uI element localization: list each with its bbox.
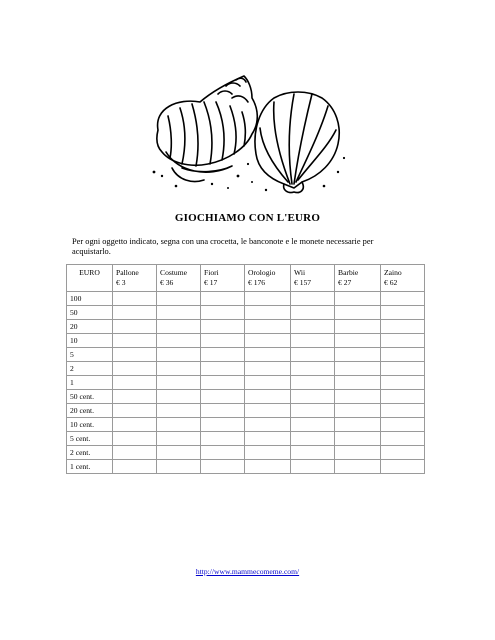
- checkbox-cell[interactable]: [291, 320, 335, 334]
- checkbox-cell[interactable]: [201, 320, 245, 334]
- checkbox-cell[interactable]: [201, 460, 245, 474]
- denomination-label: 5: [67, 348, 113, 362]
- checkbox-cell[interactable]: [157, 446, 201, 460]
- item-column-header: [113, 265, 157, 292]
- checkbox-cell[interactable]: [157, 460, 201, 474]
- checkbox-cell[interactable]: [291, 418, 335, 432]
- item-column-header: [291, 265, 335, 292]
- checkbox-cell[interactable]: [113, 432, 157, 446]
- checkbox-cell[interactable]: [201, 390, 245, 404]
- checkbox-cell[interactable]: [245, 334, 291, 348]
- checkbox-cell[interactable]: [245, 362, 291, 376]
- checkbox-cell[interactable]: [291, 446, 335, 460]
- table-row: [67, 418, 425, 432]
- checkbox-cell[interactable]: [201, 292, 245, 306]
- checkbox-cell[interactable]: [335, 362, 381, 376]
- checkbox-cell[interactable]: [113, 306, 157, 320]
- checkbox-cell[interactable]: [201, 334, 245, 348]
- item-name: Barbie: [338, 268, 359, 277]
- item-column-header: [381, 265, 425, 292]
- checkbox-cell[interactable]: [245, 292, 291, 306]
- checkbox-cell[interactable]: [381, 292, 425, 306]
- checkbox-cell[interactable]: [335, 446, 381, 460]
- denomination-label: 10: [67, 334, 113, 348]
- checkbox-cell[interactable]: [157, 390, 201, 404]
- instructions-text: Per ogni oggetto indicato, segna con una crocetta, le banconote e le monete necessarie per acquistarlo.: [72, 237, 374, 256]
- checkbox-cell[interactable]: [245, 460, 291, 474]
- checkbox-cell[interactable]: [381, 446, 425, 460]
- checkbox-cell[interactable]: [335, 460, 381, 474]
- checkbox-cell[interactable]: [201, 432, 245, 446]
- checkbox-cell[interactable]: [381, 320, 425, 334]
- denomination-label: 20 cent.: [67, 404, 113, 418]
- table-row: [67, 390, 425, 404]
- table-row: [67, 292, 425, 306]
- table-row: [67, 306, 425, 320]
- checkbox-cell[interactable]: [113, 348, 157, 362]
- checkbox-cell[interactable]: [381, 418, 425, 432]
- checkbox-cell[interactable]: [245, 320, 291, 334]
- checkbox-cell[interactable]: [245, 348, 291, 362]
- checkbox-cell[interactable]: [245, 404, 291, 418]
- item-column-header: [335, 265, 381, 292]
- denomination-label: 20: [67, 320, 113, 334]
- denomination-label: 50 cent.: [67, 390, 113, 404]
- denomination-label: 5 cent.: [67, 432, 113, 446]
- page-title: GIOCHIAMO CON L'EURO: [174, 212, 321, 224]
- checkbox-cell[interactable]: [381, 404, 425, 418]
- item-price: € 176: [248, 278, 266, 287]
- checkbox-cell[interactable]: [335, 404, 381, 418]
- checkbox-cell[interactable]: [291, 362, 335, 376]
- checkbox-cell[interactable]: [381, 306, 425, 320]
- euro-column-header: EURO: [67, 265, 113, 292]
- item-name: Costume: [160, 268, 188, 277]
- checkbox-cell[interactable]: [201, 376, 245, 390]
- item-name: Pallone: [116, 268, 139, 277]
- denomination-label: 100: [67, 292, 113, 306]
- checkbox-cell[interactable]: [157, 292, 201, 306]
- checkbox-cell[interactable]: [245, 306, 291, 320]
- checkbox-cell[interactable]: [291, 292, 335, 306]
- checkbox-cell[interactable]: [381, 390, 425, 404]
- denomination-label: 10 cent.: [67, 418, 113, 432]
- checkbox-cell[interactable]: [245, 446, 291, 460]
- checkbox-cell[interactable]: [335, 292, 381, 306]
- checkbox-cell[interactable]: [291, 404, 335, 418]
- checkbox-cell[interactable]: [201, 348, 245, 362]
- checkbox-cell[interactable]: [291, 432, 335, 446]
- table-row: [67, 432, 425, 446]
- checkbox-cell[interactable]: [381, 460, 425, 474]
- table-row: [67, 376, 425, 390]
- checkbox-cell[interactable]: [113, 376, 157, 390]
- item-column-header: [157, 265, 201, 292]
- denomination-label: 2: [67, 362, 113, 376]
- checkbox-cell[interactable]: [245, 432, 291, 446]
- checkbox-cell[interactable]: [381, 376, 425, 390]
- seashells-icon: [148, 68, 348, 196]
- table-row: [67, 460, 425, 474]
- checkbox-cell[interactable]: [157, 334, 201, 348]
- checkbox-cell[interactable]: [335, 320, 381, 334]
- checkbox-cell[interactable]: [335, 334, 381, 348]
- item-price: € 157: [294, 278, 312, 287]
- table-body: [67, 292, 425, 474]
- table-row: [67, 446, 425, 460]
- checkbox-cell[interactable]: [291, 306, 335, 320]
- denomination-label: 2 cent.: [67, 446, 113, 460]
- item-name: Fiori: [204, 268, 219, 277]
- table-row: [67, 362, 425, 376]
- checkbox-cell[interactable]: [157, 404, 201, 418]
- checkbox-cell[interactable]: [113, 390, 157, 404]
- checkbox-cell[interactable]: [381, 348, 425, 362]
- item-price: € 17: [204, 278, 218, 287]
- denomination-label: 1: [67, 376, 113, 390]
- checkbox-cell[interactable]: [113, 334, 157, 348]
- denomination-label: 1 cent.: [67, 460, 113, 474]
- checkbox-cell[interactable]: [113, 446, 157, 460]
- table-row: [67, 348, 425, 362]
- checkbox-cell[interactable]: [157, 418, 201, 432]
- item-name: Zaino: [384, 268, 402, 277]
- checkbox-cell[interactable]: [291, 376, 335, 390]
- checkbox-cell[interactable]: [157, 432, 201, 446]
- checkbox-cell[interactable]: [113, 418, 157, 432]
- checkbox-cell[interactable]: [335, 418, 381, 432]
- item-column-header: [201, 265, 245, 292]
- table-row: [67, 404, 425, 418]
- checkbox-cell[interactable]: [335, 432, 381, 446]
- item-price: € 36: [160, 278, 174, 287]
- checkbox-cell[interactable]: [381, 334, 425, 348]
- checkbox-cell[interactable]: [157, 376, 201, 390]
- checkbox-cell[interactable]: [335, 306, 381, 320]
- checkbox-cell[interactable]: [201, 306, 245, 320]
- footer-link[interactable]: http://www.mammecomeme.com/: [195, 567, 300, 576]
- checkbox-cell[interactable]: [157, 320, 201, 334]
- checkbox-cell[interactable]: [291, 390, 335, 404]
- checkbox-cell[interactable]: [245, 390, 291, 404]
- item-price: € 62: [384, 278, 398, 287]
- checkbox-cell[interactable]: [335, 348, 381, 362]
- checkbox-cell[interactable]: [381, 432, 425, 446]
- checkbox-cell[interactable]: [113, 320, 157, 334]
- checkbox-cell[interactable]: [381, 362, 425, 376]
- checkbox-cell[interactable]: [201, 404, 245, 418]
- item-price: € 27: [338, 278, 352, 287]
- checkbox-cell[interactable]: [113, 362, 157, 376]
- table-row: [67, 334, 425, 348]
- item-name: Wii: [294, 268, 306, 277]
- checkbox-cell[interactable]: [291, 334, 335, 348]
- checkbox-cell[interactable]: [335, 376, 381, 390]
- item-price: € 3: [116, 278, 126, 287]
- checkbox-cell[interactable]: [245, 376, 291, 390]
- checkbox-cell[interactable]: [335, 390, 381, 404]
- item-column-header: [245, 265, 291, 292]
- checkbox-cell[interactable]: [201, 362, 245, 376]
- checkbox-cell[interactable]: [201, 418, 245, 432]
- checkbox-cell[interactable]: [157, 362, 201, 376]
- checkbox-cell[interactable]: [113, 404, 157, 418]
- table-row: [67, 320, 425, 334]
- item-name: Orologio: [248, 268, 276, 277]
- checkbox-cell[interactable]: [113, 460, 157, 474]
- checkbox-cell[interactable]: [157, 306, 201, 320]
- checkbox-cell[interactable]: [157, 348, 201, 362]
- table-header-row: [67, 265, 425, 292]
- checkbox-cell[interactable]: [245, 418, 291, 432]
- euro-table: [66, 264, 425, 474]
- checkbox-cell[interactable]: [291, 460, 335, 474]
- checkbox-cell[interactable]: [291, 348, 335, 362]
- denomination-label: 50: [67, 306, 113, 320]
- checkbox-cell[interactable]: [113, 292, 157, 306]
- checkbox-cell[interactable]: [201, 446, 245, 460]
